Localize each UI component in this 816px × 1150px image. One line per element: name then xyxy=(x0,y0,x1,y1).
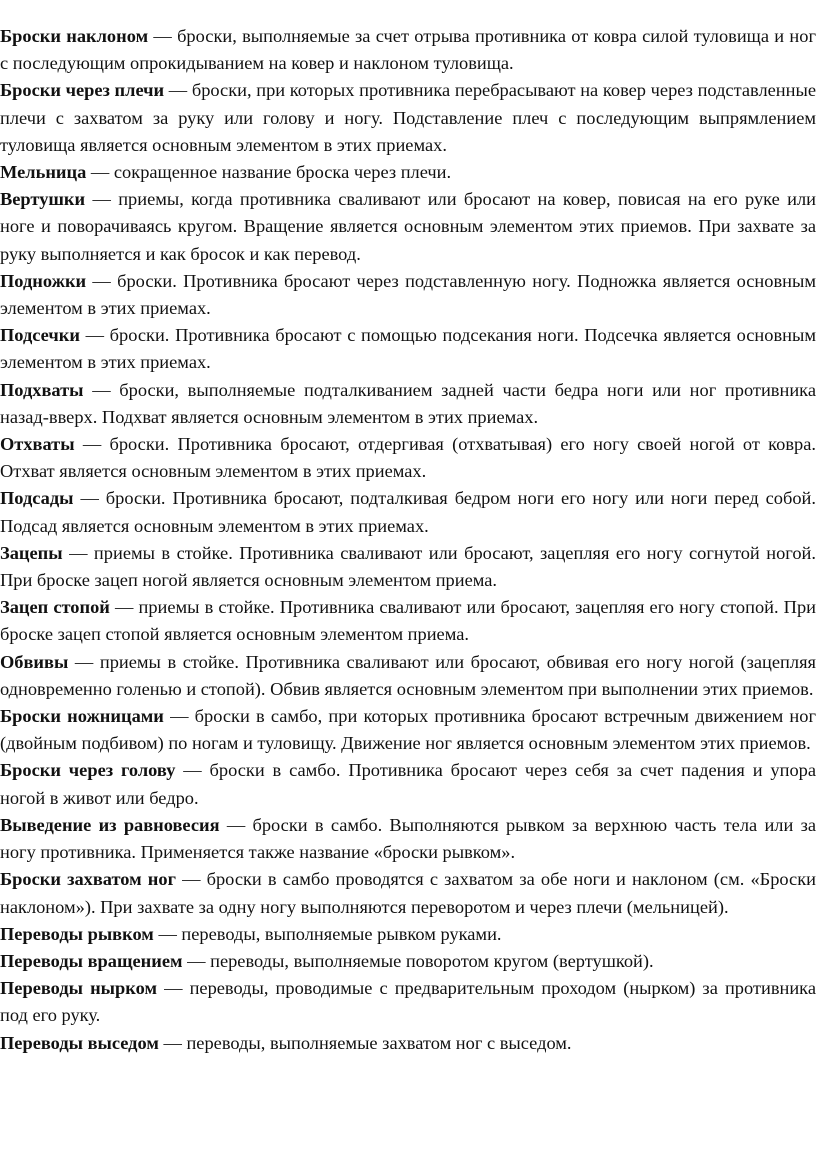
term-label: Подсечки xyxy=(0,325,80,346)
term-label: Броски через голову xyxy=(0,760,176,781)
term-label: Переводы выседом xyxy=(0,1032,159,1053)
term-label: Зацеп стопой xyxy=(0,597,110,618)
glossary-entry-podsady xyxy=(0,485,816,539)
glossary-entry-podkhvaty xyxy=(0,377,816,431)
term-label: Мельница xyxy=(0,162,87,183)
term-definition: — приемы в стойке. Противника сваливают или бросают, обвивая его ногу ногой (зацепляя одновременно голенью и стопой). Обвив является основным элементом при выполнении этих приемов. xyxy=(0,651,816,699)
term-label: Броски ножницами xyxy=(0,706,164,727)
glossary-entry-podsechki xyxy=(0,322,816,376)
glossary-entry-otkhvaty xyxy=(0,431,816,485)
glossary-entry-zakhvat-nog xyxy=(0,866,816,920)
term-definition: — броски в самбо. Противника бросают через себя за счет падения и упора ногой в живот или бедро. xyxy=(0,760,816,808)
glossary-entry-podnozhki xyxy=(0,268,816,322)
term-definition: — броски в самбо, при которых противника бросают встречным движением ног (двойным подбивом) по ногам и туловищу. Движение ног является основным элементом этих приемов. xyxy=(0,706,816,754)
glossary-entry-naklon xyxy=(0,23,816,77)
term-definition: — броски. Противника бросают, подталкивая бедром ноги его ногу или ноги перед собой. Подсад является основным элементом в этих приемах. xyxy=(0,488,816,536)
term-label: Вертушки xyxy=(0,189,86,210)
term-definition: — переводы, выполняемые захватом ног с выседом. xyxy=(158,1032,572,1053)
term-label: Подножки xyxy=(0,270,87,291)
term-label: Переводы рывком xyxy=(0,923,154,944)
glossary-entry-zatsepy xyxy=(0,540,816,594)
glossary-entry-perevody-ryvkom xyxy=(0,921,816,948)
term-definition: — приемы, когда противника сваливают или бросают на ковер, повисая на его руке или ноге и поворачиваясь кругом. Вращение является основным элементом этих приемов. При захвате за руку выполняется и как бросок и как перевод. xyxy=(0,189,816,264)
term-definition: — приемы в стойке. Противника сваливают или бросают, зацепляя его ногу стопой. При броске зацеп стопой является основным элементом приема. xyxy=(0,597,816,645)
term-definition: — переводы, выполняемые рывком руками. xyxy=(153,923,502,944)
term-label: Зацепы xyxy=(0,542,63,563)
term-label: Подсады xyxy=(0,488,74,509)
term-label: Переводы вращением xyxy=(0,950,183,971)
term-definition: — приемы в стойке. Противника сваливают или бросают, зацепляя его ногу согнутой ногой. При броске зацеп ногой является основным элементом приема. xyxy=(0,542,816,591)
glossary-entry-perevody-vrashcheniem xyxy=(0,948,816,975)
term-definition: — броски, при которых противника перебрасывают на ковер через подставленные плечи с захватом за руку или голову и ногу. Подставление плеч с последующим выпрямлением туловища является основным элементом в этих приемах. xyxy=(0,80,816,155)
term-definition: — броски. Противника бросают, отдергивая (отхватывая) его ногу своей ногой от ковра. Отхват является основным элементом в этих приемах. xyxy=(0,434,816,482)
glossary-entry-nozhnitsy xyxy=(0,703,816,757)
glossary-entry-cherez-plechi xyxy=(0,77,816,159)
term-label: Переводы нырком xyxy=(0,978,157,999)
term-label: Броски наклоном xyxy=(0,26,149,46)
glossary-entry-vertushki xyxy=(0,186,816,268)
term-label: Подхваты xyxy=(0,379,84,400)
glossary-entry-perevody-vysedom xyxy=(0,1030,816,1057)
glossary-entry-perevody-nyrkom xyxy=(0,975,816,1029)
term-definition: — броски в самбо проводятся с захватом за обе ноги и наклоном (см. «Броски наклоном»). При захвате за одну ногу выполняются переворотом и через плечи (мельницей). xyxy=(0,869,816,917)
glossary-entry-cherez-golovu xyxy=(0,757,816,811)
term-definition: — броски, выполняемые подталкиванием задней части бедра ноги или ног противника назад-вверх. Подхват является основным элементом в этих приемах. xyxy=(0,379,816,427)
glossary-entry-zatsep-stopoy xyxy=(0,594,816,648)
glossary-entry-obvivy xyxy=(0,649,816,703)
term-definition: — броски, выполняемые за счет отрыва противника от ковра силой туловища и ног с последующим опрокидыванием на ковер и наклоном туловища. xyxy=(0,26,816,74)
glossary-entry-melnitsa xyxy=(0,159,816,186)
term-definition: — сокращенное название броска через плечи. xyxy=(86,162,452,183)
glossary-entry-vyvedenie xyxy=(0,812,816,866)
term-label: Отхваты xyxy=(0,434,75,455)
term-definition: — переводы, выполняемые поворотом кругом (вертушкой). xyxy=(182,950,654,971)
term-definition: — переводы, проводимые с предварительным проходом (нырком) за противника под его руку. xyxy=(0,978,816,1026)
term-label: Выведение из равновесия xyxy=(0,814,220,835)
term-label: Обвивы xyxy=(0,651,69,672)
term-definition: — броски в самбо. Выполняются рывком за верхнюю часть тела или за ногу противника. Применяется также название «броски рывком». xyxy=(0,814,816,863)
term-label: Броски через плечи xyxy=(0,80,165,101)
term-definition: — броски. Противника бросают через подставленную ногу. Подножка является основным элементом в этих приемах. xyxy=(0,270,816,319)
term-label: Броски захватом ног xyxy=(0,869,176,890)
term-definition: — броски. Противника бросают с помощью подсекания ноги. Подсечка является основным элементом в этих приемах. xyxy=(0,325,816,373)
